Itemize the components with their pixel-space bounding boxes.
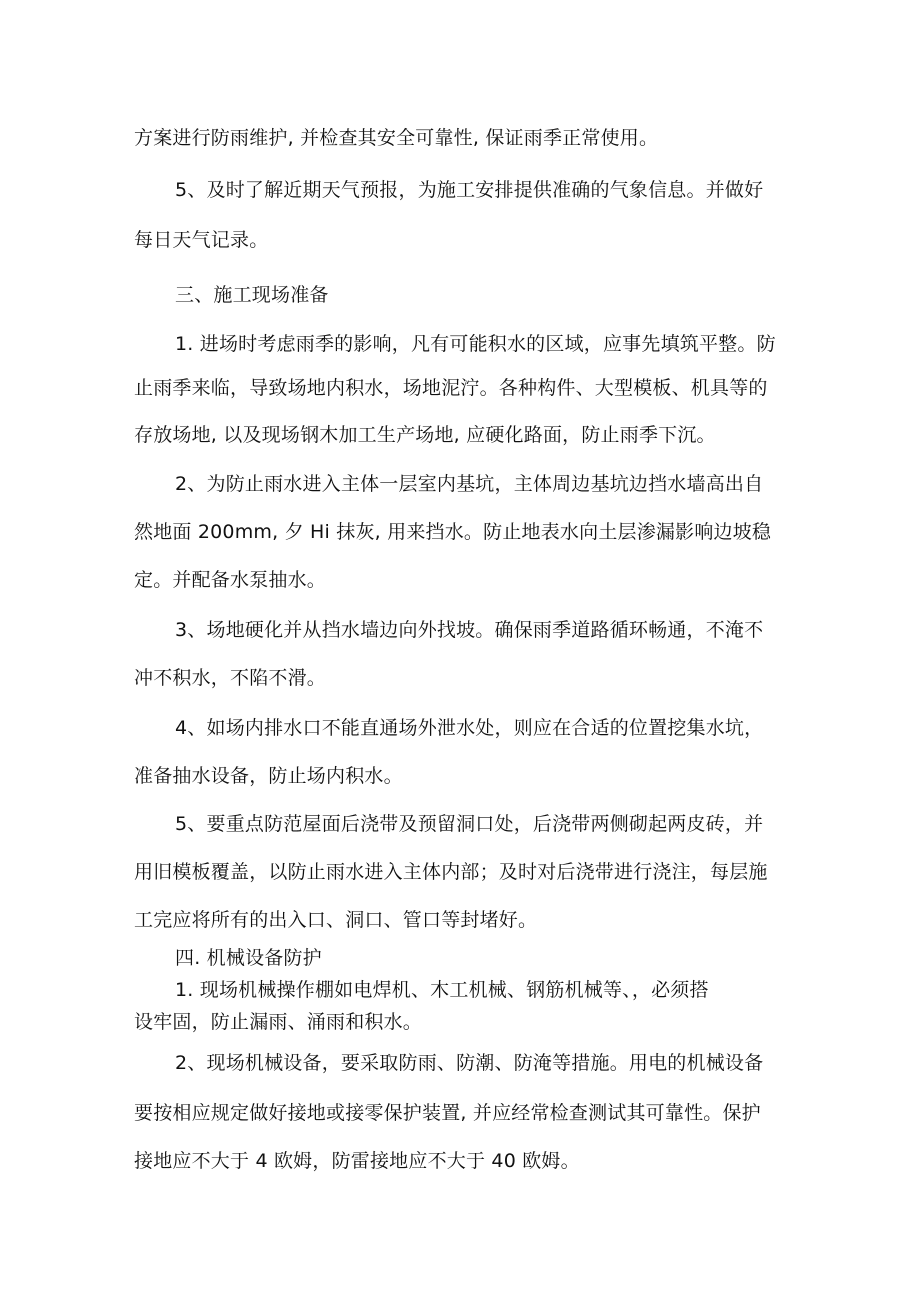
text-line-1: 方案进行防雨维护, 并检查其安全可靠性, 保证雨季正常使用。 — [134, 127, 659, 149]
section-heading-4: 四. 机械设备防护 — [175, 947, 322, 969]
text-line-17: 工完应将所有的出入口、洞口、管口等封堵好。 — [134, 909, 538, 931]
text-line-3: 每日天气记录。 — [134, 229, 269, 251]
text-line-9: 然地面 200mm, 夕 Hi 抹灰, 用来挡水。防止地表水向土层渗漏影响边坡稳 — [134, 521, 772, 543]
text-line-15: 5、要重点防范屋面后浇带及预留洞口处，后浇带两侧砌起两皮砖，并 — [175, 813, 764, 835]
text-line-8: 2、为防止雨水进入主体一层室内基坑，主体周边基坑边挡水墙高出自 — [175, 473, 764, 495]
text-line-20: 设牢固，防止漏雨、涌雨和积水。 — [134, 1011, 423, 1033]
text-line-13: 4、如场内排水口不能直通场外泄水处，则应在合适的位置挖集水坑， — [175, 717, 764, 739]
text-line-10: 定。并配备水泵抽水。 — [134, 569, 327, 591]
text-line-6: 止雨季来临，导致场地内积水，场地泥泞。各种构件、大型模板、机具等的 — [134, 377, 768, 399]
text-line-2: 5、及时了解近期天气预报，为施工安排提供准确的气象信息。并做好 — [175, 179, 764, 201]
section-heading-3: 三、施工现场准备 — [175, 284, 329, 306]
text-line-19: 1. 现场机械操作棚如电焊机、木工机械、钢筋机械等、，必须搭 — [175, 979, 709, 1001]
text-line-5: 1. 进场时考虑雨季的影响，凡有可能积水的区域，应事先填筑平整。防 — [175, 333, 776, 355]
text-line-21: 2、现场机械设备，要采取防雨、防潮、防淹等措施。用电的机械设备 — [175, 1052, 764, 1074]
text-line-16: 用旧模板覆盖，以防止雨水进入主体内部；及时对后浇带进行浇注，每层施 — [134, 861, 768, 883]
text-line-7: 存放场地, 以及现场钢木加工生产场地, 应硬化路面，防止雨季下沉。 — [134, 424, 716, 446]
text-line-14: 准备抽水设备，防止场内积水。 — [134, 765, 403, 787]
text-line-11: 3、场地硬化并从挡水墙边向外找坡。确保雨季道路循环畅通，不淹不 — [175, 619, 764, 641]
text-line-22: 要按相应规定做好接地或接零保护装置, 并应经常检查测试其可靠性。保护 — [134, 1102, 761, 1124]
text-line-23: 接地应不大于 4 欧姆，防雷接地应不大于 40 欧姆。 — [134, 1150, 580, 1172]
text-line-12: 冲不积水，不陷不滑。 — [134, 667, 327, 689]
